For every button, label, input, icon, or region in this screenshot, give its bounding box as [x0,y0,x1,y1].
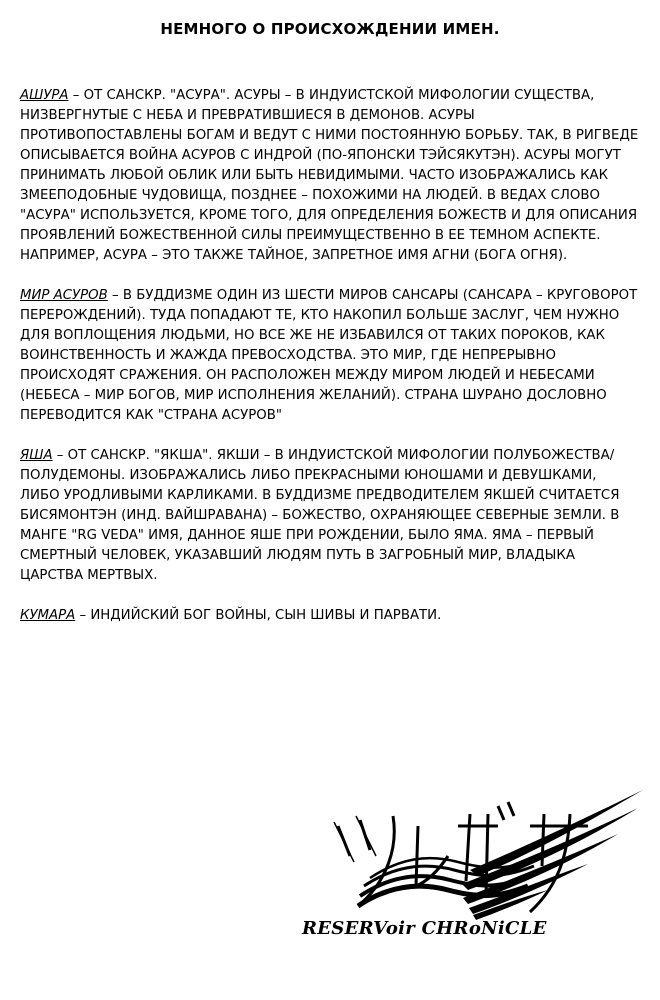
logo-wing-strokes [462,790,643,920]
page-title: НЕМНОГО О ПРОИСХОЖДЕНИИ ИМЕН. [160,20,500,38]
entry-text: – ОТ САНСКР. "АСУРА". АСУРЫ – В ИНДУИСТСКОЙ МИФОЛОГИИ СУЩЕСТВА, НИЗВЕРГНУТЫЕ С НЕБА И ПРЕВРАТИВШИЕСЯ В ДЕМОНОВ. АСУРЫ ПРОТИВОПОСТАВЛЕНЫ БОГАМ И ВЕДУТ С НИМИ ПОСТОЯННУЮ БОРЬБУ. ТАК, В РИГВЕДЕ ОПИСЫВАЕТСЯ ВОЙНА АСУРОВ С ИНДРОЙ (ПО-ЯПОНСКИ ТЭЙСЯКУТЭН). АСУРЫ МОГУТ ПРИНИМАТЬ ЛЮБОЙ ОБЛИК ИЛИ БЫТЬ НЕВИДИМЫМИ. ЧАСТО ИЗОБРАЖАЛИСЬ КАК ЗМЕЕПОДОБНЫЕ ЧУДОВИЩА, ПОЗДНЕЕ – ПОХОЖИМИ НА ЛЮДЕЙ. В ВЕДАХ СЛОВО "АСУРА" ИСПОЛЬЗУЕТСЯ, КРОМЕ ТОГО, ДЛЯ ОПРЕДЕЛЕНИЯ БОЖЕСТВ И ДЛЯ ОПИСАНИЯ ПРОЯВЛЕНИЙ БОЖЕСТВЕННОЙ СИЛЫ ПРЕИМУЩЕСТВЕННО В ЕЕ ТЕМНОМ АСПЕКТЕ. НАПРИМЕР, АСУРА – ЭТО ТАКЖЕ ТАЙНОЕ, ЗАПРЕТНОЕ ИМЯ АГНИ (БОГА ОГНЯ). [20,88,639,263]
entry-text: – В БУДДИЗМЕ ОДИН ИЗ ШЕСТИ МИРОВ САНСАРЫ (САНСАРА – КРУГОВОРОТ ПЕРЕРОЖДЕНИЙ). ТУДА ПОПАДАЮТ ТЕ, КТО НАКОПИЛ БОЛЬШЕ ЗАСЛУГ, ЧЕМ НУЖНО ДЛЯ ВОПЛОЩЕНИЯ ЛЮДЬМИ, НО ВСЕ ЖЕ НЕ ИЗБАВИЛСЯ ОТ ТАКИХ ПОРОКОВ, КАК ВОИНСТВЕННОСТЬ И ЖАЖДА ПРЕВОСХОДСТВА. ЭТО МИР, ГДЕ НЕПРЕРЫВНО ПРОИСХОДЯТ СРАЖЕНИЯ. ОН РАСПОЛОЖЕН МЕЖДУ МИРОМ ЛЮДЕЙ И НЕБЕСАМИ (НЕБЕСА – МИР БОГОВ, МИР ИСПОЛНЕНИЯ ЖЕЛАНИЙ). СТРАНА ШУРАНО ДОСЛОВНО ПЕРЕВОДИТСЯ КАК "СТРАНА АСУРОВ" [20,288,638,423]
logo-caption: RESERVoir CHRoNiCLE [302,918,547,939]
glossary-entry-asura-world [20,286,640,426]
glossary [20,86,640,646]
entry-term: МИР АСУРОВ [20,288,108,303]
entry-term: ЯША [20,448,53,463]
glossary-entry-yasha [20,446,640,586]
glossary-entry-kumara [20,606,640,626]
entry-term: КУМАРА [20,608,76,623]
entry-term: АШУРА [20,88,69,103]
entry-text: – ИНДИЙСКИЙ БОГ ВОЙНЫ, СЫН ШИВЫ И ПАРВАТИ. [75,608,442,623]
glossary-entry-ashura [20,86,640,266]
entry-text: – ОТ САНСКР. "ЯКША". ЯКШИ – В ИНДУИСТСКОЙ МИФОЛОГИИ ПОЛУБОЖЕСТВА/ПОЛУДЕМОНЫ. ИЗОБРАЖАЛИСЬ ЛИБО ПРЕКРАСНЫМИ ЮНОШАМИ И ДЕВУШКАМИ, ЛИБО УРОДЛИВЫМИ КАРЛИКАМИ. В БУДДИЗМЕ ПРЕДВОДИТЕЛЕМ ЯКШЕЙ СЧИТАЕТСЯ БИСЯМОНТЭН (ИНД. ВАЙШРАВАНА) – БОЖЕСТВО, ОХРАНЯЮЩЕЕ СЕВЕРНЫЕ ЗЕМЛИ. В МАНГЕ "RG VEDA" ИМЯ, ДАННОЕ ЯШЕ ПРИ РОЖДЕНИИ, БЫЛО ЯМА. ЯМА – ПЕРВЫЙ СМЕРТНЫЙ ЧЕЛОВЕК, УКАЗАВШИЙ ЛЮДЯМ ПУТЬ В ЗАГРОБНЫЙ МИР, ВЛАДЫКА ЦАРСТВА МЕРТВЫХ. [20,448,620,583]
